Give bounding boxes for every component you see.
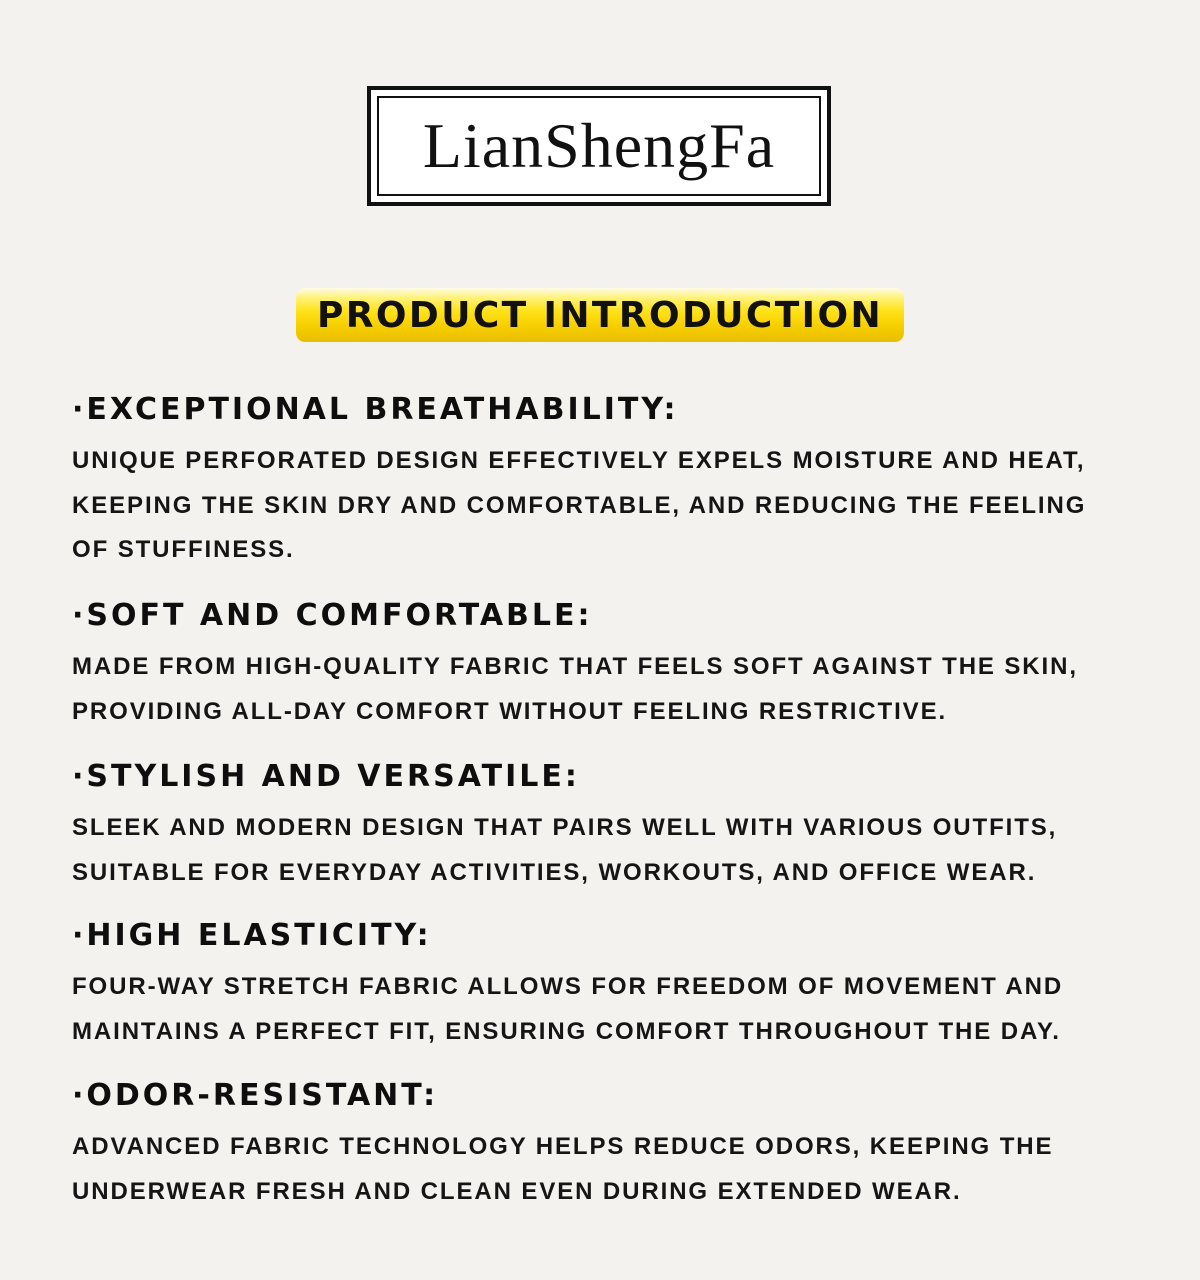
feature-description-line: FOUR-WAY STRETCH FABRIC ALLOWS FOR FREEDOM OF MOVEMENT AND [72,973,1064,1000]
feature-description [72,439,1162,573]
feature-heading: ·STYLISH AND VERSATILE: [72,759,580,794]
feature-description-line: UNIQUE PERFORATED DESIGN EFFECTIVELY EXPELS MOISTURE AND HEAT, [72,447,1086,474]
feature-description [72,806,1162,895]
feature-heading: ·ODOR-RESISTANT: [72,1078,439,1113]
feature-description-line: MADE FROM HIGH-QUALITY FABRIC THAT FEELS SOFT AGAINST THE SKIN, [72,653,1078,680]
feature-description-line: OF STUFFINESS. [72,536,295,563]
feature-description-line: KEEPING THE SKIN DRY AND COMFORTABLE, AND REDUCING THE FEELING [72,491,1087,519]
feature-heading: ·EXCEPTIONAL BREATHABILITY: [72,392,679,427]
feature-high-elasticity [72,918,1162,1054]
product-introduction-banner [296,288,904,342]
feature-description-line: MAINTAINS A PERFECT FIT, ENSURING COMFORT THROUGHOUT THE DAY. [72,1017,1061,1045]
feature-description-line: PROVIDING ALL-DAY COMFORT WITHOUT FEELING RESTRICTIVE. [72,697,948,725]
feature-description-line: SUITABLE FOR EVERYDAY ACTIVITIES, WORKOUTS, AND OFFICE WEAR. [72,858,1037,886]
brand-name: LianShengFa [422,110,776,181]
feature-heading: ·SOFT AND COMFORTABLE: [72,598,593,633]
feature-stylish-versatile [72,759,1162,895]
feature-description [72,645,1162,734]
brand-logo-inner-frame [377,96,821,196]
feature-heading: ·HIGH ELASTICITY: [72,918,432,953]
feature-description-line: UNDERWEAR FRESH AND CLEAN EVEN DURING EXTENDED WEAR. [72,1177,962,1205]
brand-logo [367,86,831,206]
feature-soft-comfortable [72,598,1162,734]
feature-breathability [72,392,1162,573]
product-introduction-title: PRODUCT INTRODUCTION [317,295,883,336]
feature-description-line: SLEEK AND MODERN DESIGN THAT PAIRS WELL WITH VARIOUS OUTFITS, [72,814,1058,841]
feature-description-line: ADVANCED FABRIC TECHNOLOGY HELPS REDUCE ODORS, KEEPING THE [72,1133,1054,1160]
feature-description [72,1125,1162,1214]
feature-description [72,965,1162,1054]
feature-odor-resistant [72,1078,1162,1214]
